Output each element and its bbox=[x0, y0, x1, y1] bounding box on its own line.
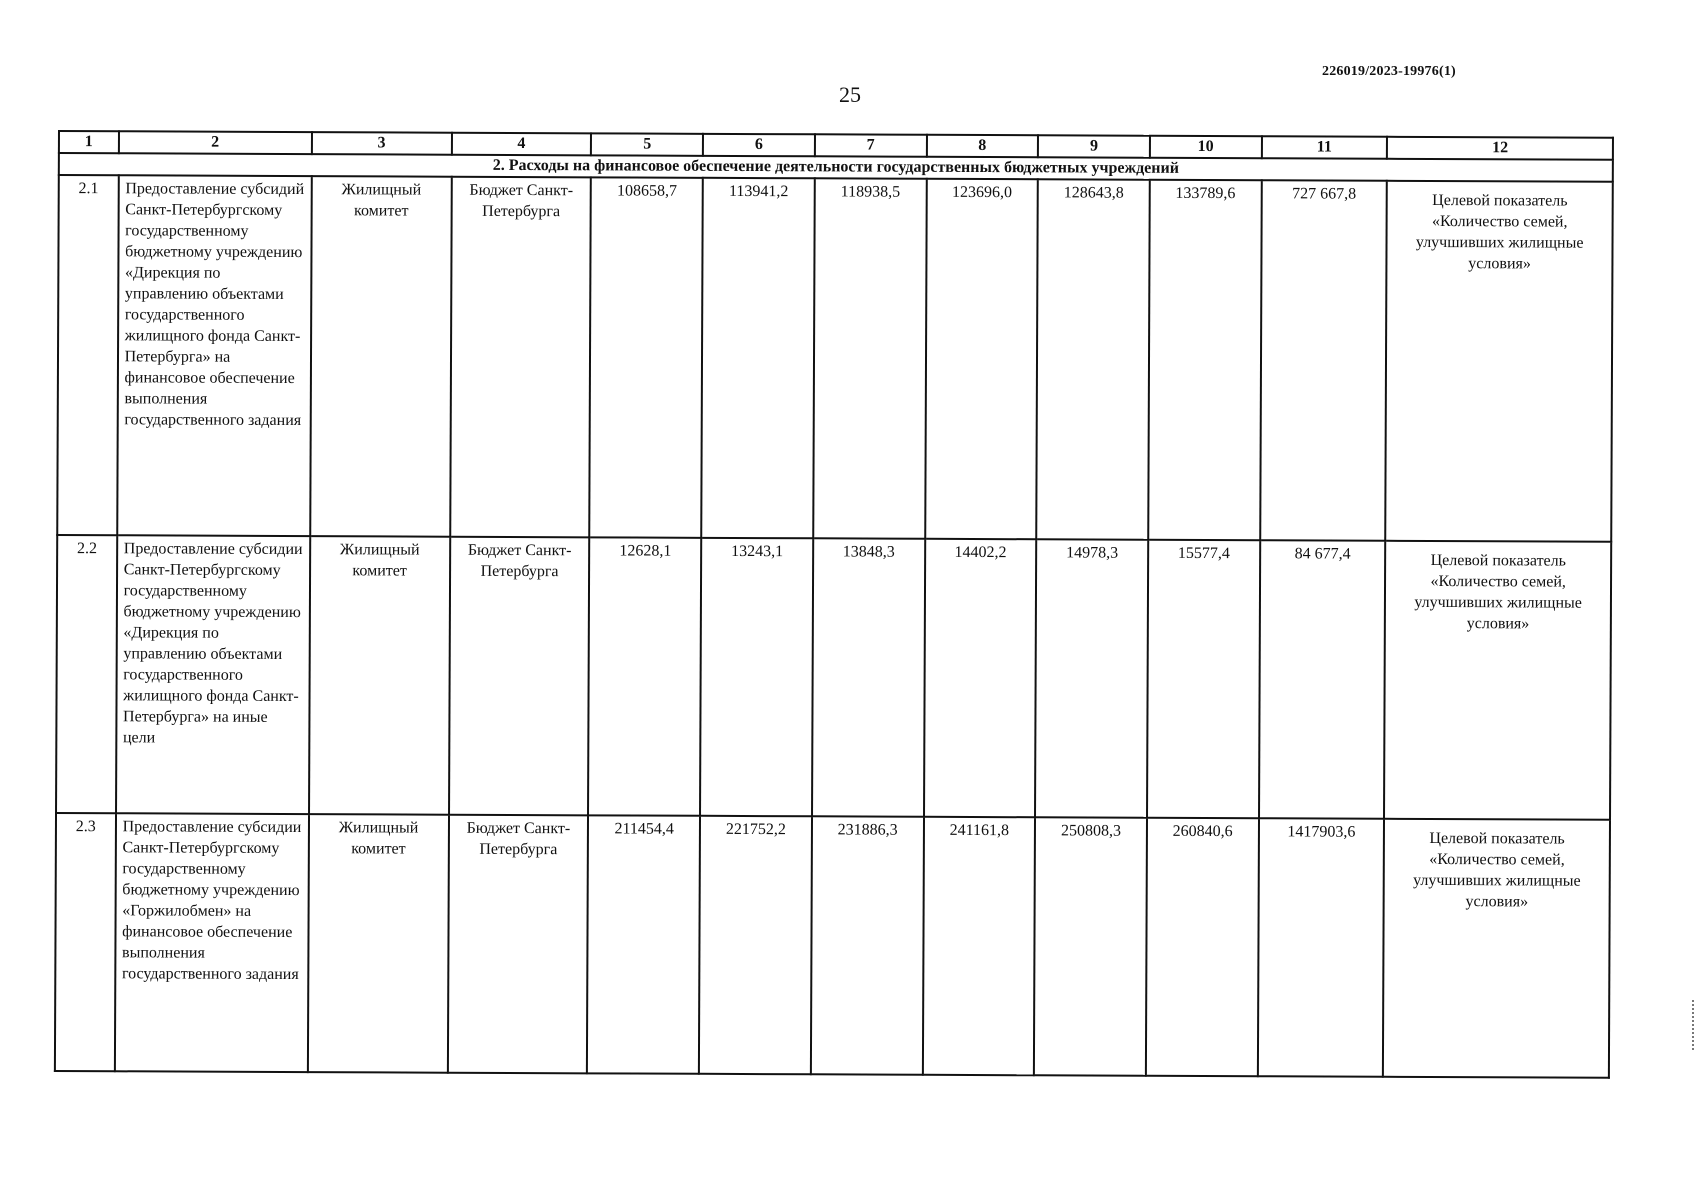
column-number: 7 bbox=[815, 134, 927, 156]
target-indicator-cell: Целевой показатель «Количество семей, улучшивших жилищные условия» bbox=[1384, 541, 1611, 820]
column-number: 1 bbox=[59, 131, 119, 153]
scan-margin-marks bbox=[1692, 1000, 1696, 1050]
executor-cell: Жилищный комитет bbox=[308, 814, 449, 1073]
page-number: 25 bbox=[839, 82, 861, 107]
row-number: 2.3 bbox=[55, 813, 116, 1071]
table-row bbox=[55, 813, 1610, 1078]
column-number: 9 bbox=[1038, 135, 1150, 157]
column-number: 8 bbox=[926, 135, 1038, 157]
value-col-5: 108658,7 bbox=[590, 177, 703, 537]
target-indicator-cell: Целевой показатель «Количество семей, улучшивших жилищные условия» bbox=[1386, 181, 1613, 542]
total-cell: 727 667,8 bbox=[1260, 180, 1387, 541]
row-number: 2.2 bbox=[56, 535, 117, 813]
executor-cell: Жилищный комитет bbox=[309, 536, 450, 815]
column-number: 10 bbox=[1150, 136, 1262, 158]
value-col-7: 118938,5 bbox=[813, 178, 926, 538]
total-cell: 1417903,6 bbox=[1257, 818, 1384, 1077]
value-col-6: 221752,2 bbox=[699, 816, 812, 1074]
target-indicator-cell: Целевой показатель «Количество семей, улучшивших жилищные условия» bbox=[1383, 819, 1610, 1078]
funding-source-cell: Бюджет Санкт-Петербурга bbox=[450, 177, 591, 538]
budget-table bbox=[54, 130, 1614, 1079]
value-col-7: 231886,3 bbox=[811, 816, 924, 1074]
measure-name: Предоставление субсидии Санкт-Петербургскому государственному бюджетному учреждению «Дирекция по управлению объектами государственного жилищного фонда Санкт-Петербурга» на иные цели bbox=[116, 535, 310, 814]
value-col-10: 260840,6 bbox=[1146, 818, 1259, 1076]
column-number: 2 bbox=[119, 131, 312, 154]
row-number: 2.1 bbox=[57, 175, 118, 535]
measure-name: Предоставление субсидии Санкт-Петербургскому государственному бюджетному учреждению «Горжилобмен» на финансовое обеспечение выполнения государственного задания bbox=[115, 813, 309, 1072]
measure-name: Предоставление субсидий Санкт-Петербургскому государственному бюджетному учреждению «Дирекция по управлению объектами государственного жилищного фонда Санкт-Петербурга» на финансовое обеспечение выполнения государственного задания bbox=[117, 175, 312, 536]
column-number: 5 bbox=[591, 133, 703, 155]
value-col-10: 133789,6 bbox=[1148, 180, 1261, 540]
column-number: 12 bbox=[1387, 137, 1613, 160]
section-title: 2. Расходы на финансовое обеспечение деятельности государственных бюджетных учреждений bbox=[59, 153, 1613, 182]
table-row bbox=[57, 175, 1613, 542]
value-col-8: 123696,0 bbox=[925, 179, 1038, 539]
value-col-10: 15577,4 bbox=[1147, 540, 1260, 818]
column-number: 6 bbox=[703, 134, 815, 156]
funding-source-cell: Бюджет Санкт-Петербурга bbox=[447, 815, 588, 1074]
value-col-9: 128643,8 bbox=[1036, 179, 1149, 539]
funding-source-cell: Бюджет Санкт-Петербурга bbox=[449, 537, 590, 816]
column-number: 3 bbox=[312, 132, 452, 155]
value-col-6: 13243,1 bbox=[700, 538, 813, 816]
value-col-6: 113941,2 bbox=[701, 178, 814, 538]
value-col-8: 14402,2 bbox=[924, 539, 1037, 817]
value-col-5: 12628,1 bbox=[588, 537, 701, 815]
executor-cell: Жилищный комитет bbox=[310, 176, 451, 537]
value-col-5: 211454,4 bbox=[587, 815, 700, 1073]
table-row bbox=[56, 535, 1611, 820]
value-col-8: 241161,8 bbox=[922, 817, 1035, 1075]
total-cell: 84 677,4 bbox=[1259, 540, 1386, 819]
value-col-9: 250808,3 bbox=[1034, 817, 1147, 1075]
column-number: 4 bbox=[451, 133, 591, 156]
value-col-9: 14978,3 bbox=[1035, 539, 1148, 817]
value-col-7: 13848,3 bbox=[812, 538, 925, 816]
document-number: 226019/2023-19976(1) bbox=[1322, 64, 1456, 79]
column-number: 11 bbox=[1261, 136, 1387, 159]
